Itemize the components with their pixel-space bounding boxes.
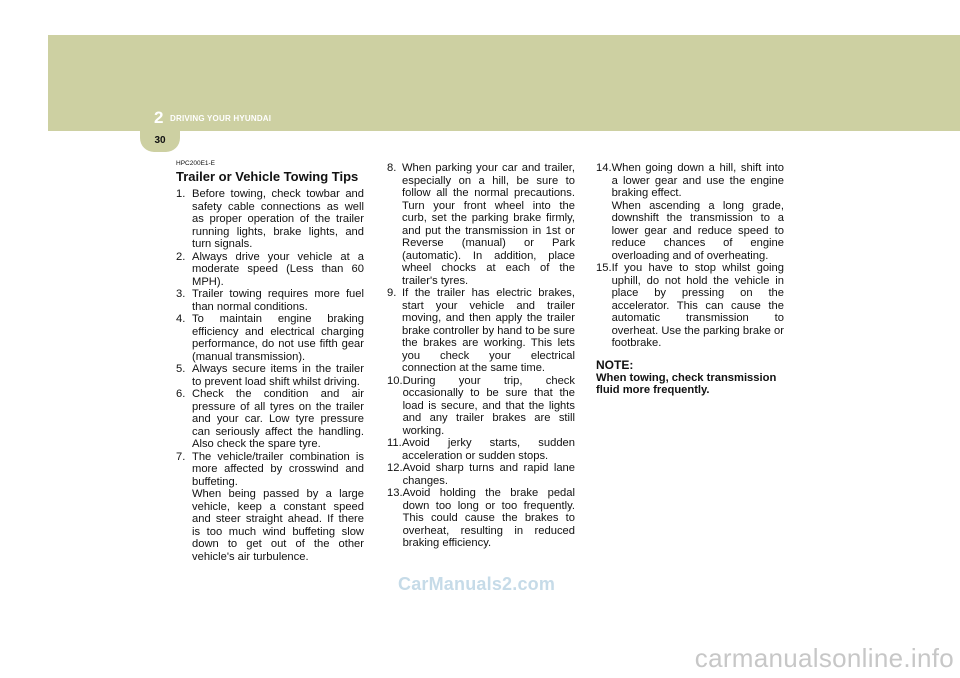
list-item-text (403, 487, 575, 550)
list-item-text (192, 388, 364, 451)
list-item (387, 375, 575, 438)
list-item-number: 4. (176, 313, 186, 325)
list-item-text (402, 287, 575, 375)
list-item-line: Check the condition and air pressure of all tyres on the trailer and your car. Low tyre pressure can seriously affect the handling. Also check the spare tyre. (192, 388, 364, 450)
list-item-text (402, 437, 575, 462)
list-column-2 (387, 162, 575, 550)
list-item-number: 2. (176, 250, 186, 263)
list-item-text (403, 375, 575, 438)
section-title: Trailer or Vehicle Towing Tips (176, 169, 359, 184)
list-column-3 (596, 162, 784, 350)
list-item-line: Trailer towing requires more fuel than normal conditions. (192, 288, 364, 313)
list-item-text (192, 251, 364, 289)
list-item-line: Avoid holding the brake pedal down too long or too frequently. This could cause the brakes to overheat, resulting in reduced braking efficiency. (402, 487, 575, 549)
list-item-number: 8. (387, 162, 397, 174)
note-text: When towing, check transmission fluid more frequently. (596, 371, 777, 396)
list-item-number: 12. (387, 462, 403, 474)
list-item (596, 162, 784, 262)
list-item-number: 15. (596, 262, 612, 274)
list-item (387, 287, 575, 375)
list-item-line: If you have to stop whilst going uphill, do not hold the vehicle in place by pressing on the accelerator. This can cause the automatic transmission to overheat. Use the parking brake or footbrake. (611, 262, 784, 349)
list-item-number: 13. (387, 487, 403, 499)
column-2 (387, 162, 575, 550)
list-item (176, 188, 364, 251)
list-item-number: 14. (596, 162, 612, 174)
list-item-line: When parking your car and trailer, especially on a hill, be sure to follow all the normal precautions. Turn your front wheel into the curb, set the parking brake firmly, and put the transmission in 1st or Reverse (manual) or Park (automatic). In addition, place wheel chocks at each of the trailer's tyres. (402, 162, 575, 287)
list-item (176, 251, 364, 289)
list-item-line: During your trip, check occasionally to be sure that the load is secure, and that the lights and any trailer brakes are still working. (402, 374, 575, 437)
list-item-line: When being passed by a large vehicle, keep a constant speed and steer straight ahead. If there is too much wind buffeting slow down to get out of the other vehicle's air turbulence. (192, 488, 364, 563)
list-column-1 (176, 188, 364, 563)
list-item-line: When going down a hill, shift into a lower gear and use the engine braking effect. (611, 162, 784, 199)
list-item-text (192, 288, 364, 313)
list-item (176, 388, 364, 451)
list-item (387, 437, 575, 462)
list-item-line: When ascending a long grade, downshift the transmission to a lower gear and reduce speed to reduce chances of engine overloading and of overheating. (611, 199, 784, 262)
footer-site-link[interactable]: carmanualsonline.info (694, 643, 954, 673)
list-item-text (192, 363, 364, 388)
section-code: HPC200E1-E (176, 160, 216, 167)
chapter-number: 2 (154, 108, 164, 127)
chapter-title: DRIVING YOUR HYUNDAI (170, 114, 272, 123)
column-1 (176, 160, 364, 563)
list-item-number: 5. (176, 363, 186, 375)
list-item-text (402, 162, 575, 287)
list-item (176, 313, 364, 363)
page-number: 30 (154, 135, 166, 146)
watermark-logo: CarManuals2.com (398, 574, 556, 594)
list-item-number: 3. (176, 288, 186, 300)
list-item (176, 363, 364, 388)
list-item-number: 1. (176, 188, 186, 200)
list-item-line: Avoid sharp turns and rapid lane changes. (402, 462, 575, 487)
list-item-line: Always drive your vehicle at a moderate speed (Less than 60 MPH). (192, 250, 364, 288)
list-item-text (192, 451, 364, 564)
list-item-line: The vehicle/trailer combination is more affected by crosswind and buffeting. (192, 450, 364, 488)
list-item-number: 9. (387, 287, 397, 299)
list-item-number: 11. (387, 437, 402, 449)
list-item-line: Avoid jerky starts, sudden acceleration or sudden stops. (402, 437, 575, 462)
list-item-number: 7. (176, 450, 186, 463)
list-item (596, 262, 784, 350)
list-item-number: 10. (387, 374, 403, 387)
list-item-text (192, 188, 364, 251)
column-3 (596, 162, 784, 397)
list-item (176, 288, 364, 313)
list-item-line: To maintain engine braking efficiency and electrical charging performance, do not use fifth gear (manual transmission). (192, 313, 364, 363)
list-item-text (192, 313, 364, 363)
list-item (387, 487, 575, 550)
list-item (387, 162, 575, 287)
list-item-text (612, 262, 784, 350)
list-item-line: Before towing, check towbar and safety cable connections as well as proper operation of the trailer running lights, brake lights, and turn signals. (192, 188, 364, 250)
list-item-line: If the trailer has electric brakes, start your vehicle and trailer moving, and then apply the trailer brake controller by hand to be sure the brakes are working. This lets you check your electrical connection at the same time. (402, 287, 575, 374)
list-item-line: Always secure items in the trailer to prevent load shift whilst driving. (192, 363, 364, 388)
list-item-text (612, 162, 784, 262)
list-item (176, 451, 364, 564)
list-item-text (403, 462, 575, 487)
note-title: NOTE: (596, 357, 634, 372)
list-item-number: 6. (176, 388, 186, 400)
list-item (387, 462, 575, 487)
